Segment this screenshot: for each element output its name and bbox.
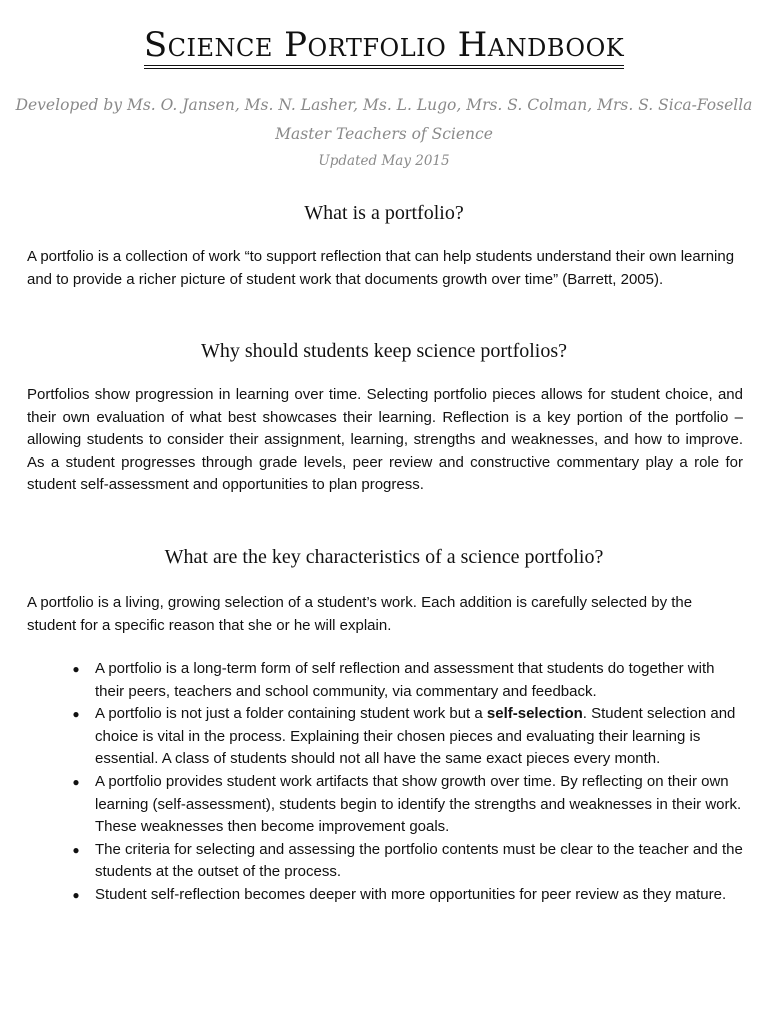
- list-item-text-before: A portfolio is not just a folder containing student work but a: [95, 705, 487, 723]
- list-item: [27, 884, 743, 907]
- section-heading-why: Why should students keep science portfolios?: [200, 340, 568, 362]
- authors-credit: Developed by Ms. O. Jansen, Ms. N. Lasher, Ms. L. Lugo, Mrs. S. Colman, Mrs. S. Sica-Fosella: [15, 96, 753, 114]
- list-item-emphasis: self-selection: [486, 705, 583, 723]
- list-item: [27, 771, 743, 839]
- list-item-text: A portfolio provides student work artifacts that show growth over time. By reflecting on their own learning (self-assessment), students begin to identify the strengths and weaknesses in their work. These weaknesses then become improvement goals.: [95, 772, 742, 836]
- authors-role: Master Teachers of Science: [275, 125, 493, 143]
- document-title-text: Science Portfolio Handbook: [144, 25, 624, 69]
- list-item-text-after: . Student selection and choice is vital in the process. Explaining their chosen pieces and evaluating their learning is essential. A class of students should not all have the same exact pieces every month.: [95, 705, 736, 768]
- bullet-icon: ●: [72, 842, 80, 857]
- document-title: [0, 22, 768, 68]
- section-heading-what-is: What is a portfolio?: [304, 202, 464, 224]
- bullet-icon: ●: [72, 774, 80, 789]
- list-item: [27, 658, 743, 703]
- list-item-text: The criteria for selecting and assessing the portfolio contents must be clear to the teacher and the students at the outset of the process.: [95, 840, 743, 881]
- bullet-icon: ●: [72, 662, 80, 676]
- section-paragraph-what-is: A portfolio is a collection of work “to support reflection that can help students understand their own learning and to provide a richer picture of student work that documents growth over time” (Barrett, 2005).: [27, 248, 735, 288]
- updated-date: Updated May 2015: [318, 153, 450, 169]
- list-item-text: Student self-reflection becomes deeper with more opportunities for peer review as they mature.: [95, 885, 727, 903]
- section-heading-characteristics: What are the key characteristics of a science portfolio?: [164, 546, 604, 568]
- list-item-text: A portfolio is a long-term form of self reflection and assessment that students do together with their peers, teachers and school community, via commentary and feedback.: [95, 660, 715, 700]
- list-item: [27, 839, 743, 884]
- section-paragraph-why: Portfolios show progression in learning over time. Selecting portfolio pieces allows for student choice, and their own evaluation of what best showcases their learning. Reflection is a key portion of the portfolio – allowing students to consider their assignment, learning, strengths and weaknesses, and how to improve. As a student progresses through grade levels, peer review and constructive commentary play a role for student self-assessment and opportunities to plan progress.: [27, 386, 743, 494]
- section-paragraph-characteristics: A portfolio is a living, growing selection of a student’s work. Each addition is carefully selected by the student for a specific reason that she or he will explain.: [27, 594, 693, 634]
- list-item: [27, 703, 743, 771]
- bullet-icon: ●: [72, 707, 80, 722]
- bullet-icon: ●: [72, 887, 80, 902]
- characteristics-list: [27, 658, 743, 907]
